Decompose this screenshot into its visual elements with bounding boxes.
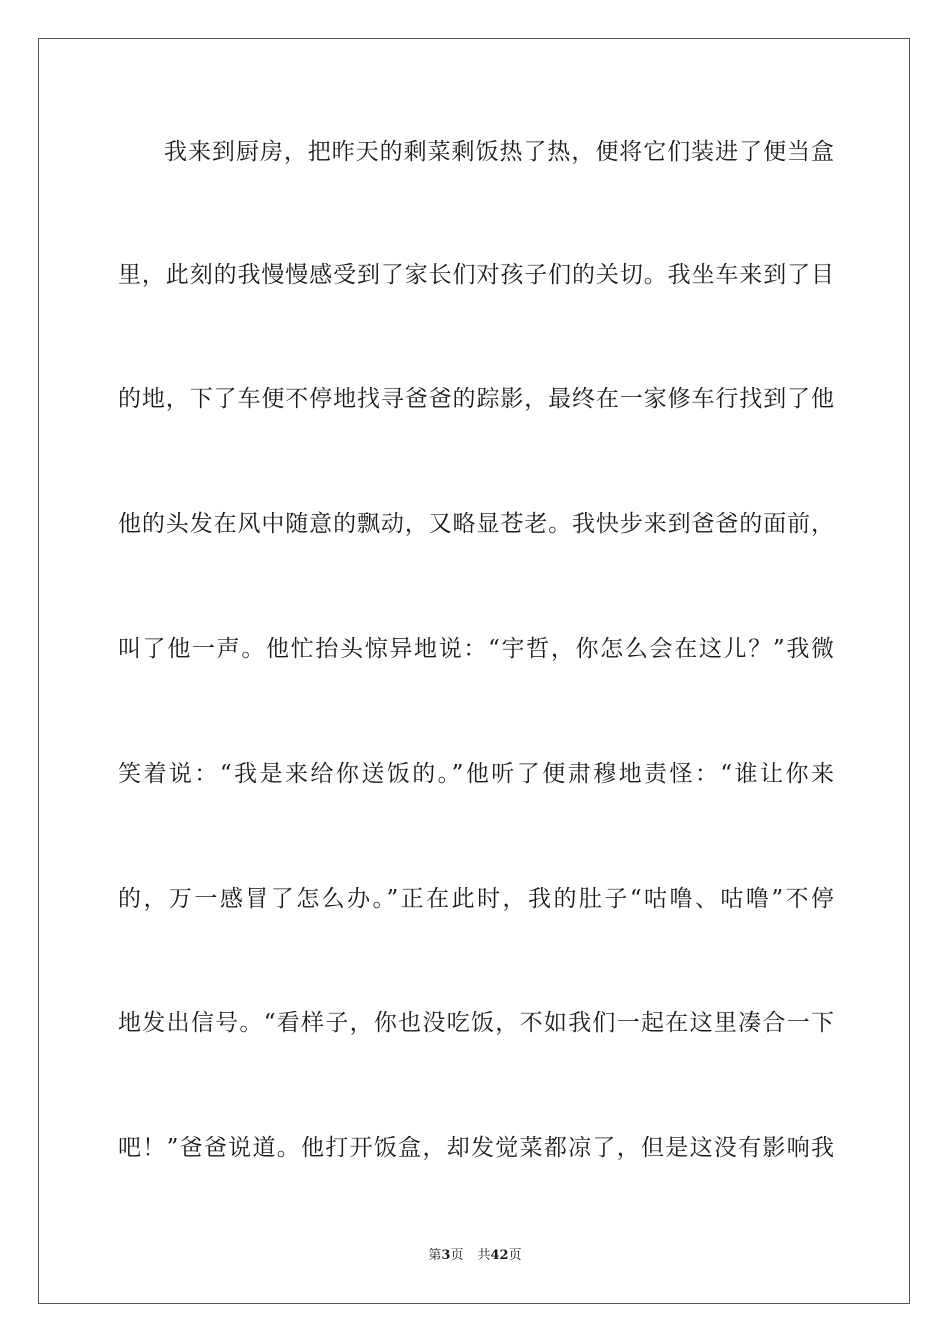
paragraph-line-3: 的地，下了车便不停地找寻爸爸的踪影，最终在一家修车行找到了他 [118,386,834,412]
page-footer [0,1247,950,1265]
total-pages: 42 [490,1248,509,1263]
paragraph-line-1: 我来到厨房，把昨天的剩菜剩饭热了热，便将它们装进了便当盒 [164,139,834,165]
total-suffix: 页 [508,1248,522,1263]
page-suffix: 页 [450,1248,464,1263]
paragraph-line-8: 地发出信号。“看样子，你也没吃饭，不如我们一起在这里凑合一下 [118,1010,834,1036]
paragraph-line-7: 的，万一感冒了怎么办。”正在此时，我的肚子“咕噜、咕噜”不停 [118,886,834,912]
page-prefix: 第 [428,1248,442,1263]
paragraph-line-2: 里，此刻的我慢慢感受到了家长们对孩子们的关切。我坐车来到了目 [118,262,834,288]
paragraph-line-4: 他的头发在风中随意的飘动，又略显苍老。我快步来到爸爸的面前， [118,511,834,537]
paragraph-line-5: 叫了他一声。他忙抬头惊异地说：“宇哲，你怎么会在这儿？”我微 [118,636,834,662]
page-number: 3 [441,1248,451,1263]
paragraph-line-6: 笑着说：“我是来给你送饭的。”他听了便肃穆地责怪：“谁让你来 [118,761,834,787]
page-border [38,38,910,1304]
paragraph-line-9: 吧！”爸爸说道。他打开饭盒，却发觉菜都凉了，但是这没有影响我 [118,1135,834,1161]
total-prefix: 共 [477,1248,491,1263]
